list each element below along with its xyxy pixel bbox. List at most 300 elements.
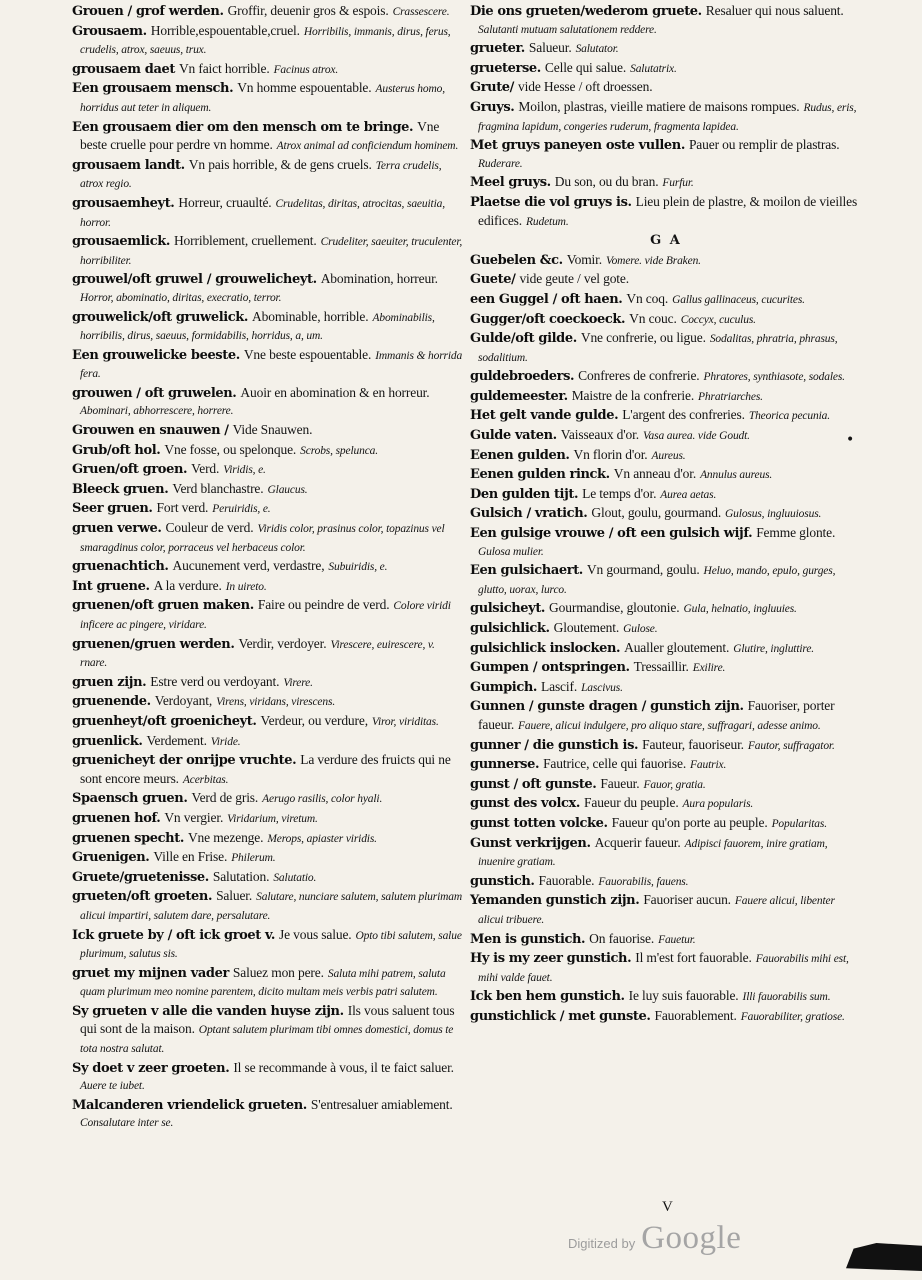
entry-headword: gruenachtich. — [72, 559, 169, 575]
entry-headword: Gruen/oft groen. — [72, 462, 188, 478]
entry-latin: Aureus. — [651, 449, 686, 462]
entry-french: Faueur du peuple. — [584, 795, 679, 811]
entry-french: Horrible,espouentable,cruel. — [150, 22, 300, 38]
entry-headword: Gruys. — [470, 99, 515, 115]
entry-french: Vomir. — [566, 251, 602, 267]
entry-french: Verdement. — [146, 732, 207, 748]
entry-headword: Gumpich. — [470, 679, 538, 695]
dictionary-entry — [72, 384, 464, 421]
entry-headword: gruet my mijnen vader — [72, 965, 229, 981]
dictionary-entry — [470, 485, 862, 505]
entry-french: Vn faict horrible. — [178, 60, 270, 76]
entry-french: Femme glonte. — [756, 525, 836, 541]
entry-headword: Met gruys paneyen oste vullen. — [470, 138, 685, 154]
entry-latin: Vomere. vide Braken. — [605, 254, 701, 267]
entry-headword: Int gruene. — [72, 578, 150, 594]
entry-french: Abomination, horreur. — [320, 271, 438, 287]
dictionary-entry — [72, 926, 464, 964]
entry-french: Saluer. — [216, 888, 253, 904]
dictionary-entry — [72, 673, 464, 693]
entry-french: Il se recommande à vous, il te faict saluer. — [233, 1059, 454, 1075]
entry-french: Vn coq. — [626, 290, 669, 306]
entry-latin: Gulosa mulier. — [478, 545, 544, 558]
entry-headword: gulsichlick inslocken. — [470, 640, 621, 656]
dictionary-entry — [72, 829, 464, 849]
entry-latin: Auere te iubet. — [80, 1080, 145, 1093]
ink-blot — [846, 1243, 922, 1271]
entry-french: Aualler gloutement. — [624, 639, 730, 655]
entry-latin: Fautor, suffragator. — [747, 739, 835, 752]
entry-french: Auoir en abomination & en horreur. — [240, 384, 430, 400]
entry-headword: Gulde vaten. — [470, 428, 557, 444]
signature-mark: V — [662, 1199, 673, 1215]
entry-headword: grueter. — [470, 41, 525, 57]
entry-french: Fautrice, celle qui fauorise. — [543, 756, 687, 772]
entry-headword: gruenen/gruen werden. — [72, 636, 235, 652]
dictionary-entry — [470, 524, 862, 561]
dictionary-entry — [72, 848, 464, 868]
entry-french: Fauorable. — [538, 872, 595, 888]
entry-latin: Aurea aetas. — [660, 488, 717, 501]
dictionary-entry — [470, 834, 862, 872]
dictionary-entry — [470, 2, 862, 39]
entry-headword: Grouwen en snauwen / — [72, 423, 229, 439]
entry-french: Glout, goulu, gourmand. — [591, 505, 722, 521]
entry-headword: Malcanderen vriendelick grueten. — [72, 1097, 307, 1113]
dictionary-entry — [72, 635, 464, 673]
dictionary-entry — [470, 310, 862, 330]
entry-french: Faueur qu'on porte au peuple. — [611, 814, 768, 830]
entry-latin: Consalutare inter se. — [80, 1117, 174, 1130]
digitized-by-watermark — [568, 1220, 741, 1257]
entry-french: Salutation. — [212, 868, 270, 884]
entry-latin: Virere. — [283, 676, 313, 689]
dictionary-entry — [470, 930, 862, 950]
entry-latin: Colore viridi inficere ac pingere, viridare. — [80, 600, 451, 631]
entry-latin: Scrobs, spelunca. — [300, 444, 378, 457]
entry-headword: gulsicheyt. — [470, 601, 546, 617]
entry-latin: Salutanti mutuam salutationem reddere. — [478, 23, 657, 36]
dictionary-entry — [470, 426, 862, 446]
entry-french: Lieu plein de plastre, & moilon de vieilles edifices. — [478, 193, 858, 228]
dictionary-entry — [72, 887, 464, 925]
entry-latin: Gula, helnatio, ingluuies. — [683, 603, 797, 616]
entry-headword: gunstich. — [470, 873, 535, 889]
dictionary-entry — [470, 446, 862, 466]
entry-latin: Horror, abominatio, diritas, execratio, terror. — [80, 291, 282, 304]
entry-french: vide Hesse / oft droessen. — [518, 79, 653, 95]
entry-latin: Viridarium, viretum. — [227, 812, 318, 825]
entry-latin: Immanis & horrida fera. — [80, 349, 463, 381]
dictionary-entry — [72, 460, 464, 480]
entry-latin: Aura popularis. — [682, 798, 754, 811]
dictionary-entry — [470, 794, 862, 814]
entry-french: Horreur, cruaulté. — [178, 194, 272, 210]
entry-french: Estre verd ou verdoyant. — [150, 673, 280, 689]
entry-french: vide geute / vel gote. — [519, 271, 629, 287]
entry-french: Ville en Frise. — [153, 849, 228, 865]
entry-latin: Salutator. — [575, 43, 619, 56]
entry-french: A la verdure. — [153, 577, 222, 593]
entry-french: On fauorise. — [589, 930, 655, 946]
dictionary-entry — [470, 987, 862, 1007]
entry-headword: Bleeck gruen. — [72, 481, 169, 497]
dictionary-entry — [72, 79, 464, 117]
entry-latin: Ruderare. — [478, 157, 523, 170]
entry-french: Vn florin d'or. — [573, 446, 648, 462]
entry-french: Vne fosse, ou spelonque. — [164, 441, 297, 457]
entry-latin: Gallus gallinaceus, cucurites. — [672, 293, 805, 306]
entry-latin: Fauorabilis, fauens. — [598, 875, 689, 888]
dictionary-entry — [470, 619, 862, 639]
entry-french: Lascif. — [541, 678, 578, 694]
entry-latin: Crassescere. — [392, 6, 450, 18]
entry-latin: Gulosus, ingluuiosus. — [725, 508, 822, 521]
entry-french: Resaluer qui nous saluent. — [705, 3, 844, 18]
entry-latin: Austerus homo, horridus aut teter in aliquem. — [80, 83, 445, 114]
dictionary-entry — [470, 872, 862, 892]
entry-headword: gulsichlick. — [470, 621, 550, 636]
entry-latin: Horribilis, immanis, dirus, ferus, crudelis, atrox, saeuus, trux. — [80, 25, 451, 57]
entry-french: Fauoriser, porter faueur. — [478, 698, 835, 732]
dictionary-entry — [470, 504, 862, 524]
entry-headword: grousaemheyt. — [72, 195, 175, 211]
dictionary-entry — [470, 697, 862, 735]
entry-latin: Fauorabilis mihi est, mihi valde fauet. — [478, 953, 849, 984]
dictionary-entry — [72, 692, 464, 712]
entry-latin: Salutare, nunciare salutem, salutem plurimam alicui impartiri, salutem dare, persalutare. — [80, 891, 463, 922]
entry-headword: gruenlick. — [72, 733, 143, 749]
section-heading: G A — [650, 233, 682, 249]
entry-french: Fauteur, fauoriseur. — [642, 736, 744, 752]
dictionary-entry — [72, 1096, 464, 1133]
dictionary-entry — [72, 809, 464, 829]
entry-headword: Grub/oft hol. — [72, 442, 161, 458]
entry-french: Abominable, horrible. — [252, 308, 369, 324]
entry-french: La verdure des fruicts qui ne sont encore meurs. — [80, 752, 451, 786]
entry-latin: Sodalitas, phratria, phrasus, sodalitium. — [478, 333, 838, 364]
entry-french: Faueur. — [600, 775, 640, 791]
entry-headword: gruenicheyt der onrijpe vruchte. — [72, 753, 297, 769]
margin-mark: • — [846, 432, 855, 448]
entry-headword: Hy is my zeer gunstich. — [470, 951, 632, 967]
dictionary-entry — [470, 136, 862, 173]
entry-latin: Crudeliter, saeuiter, truculenter, horribiliter. — [80, 236, 463, 267]
entry-french: Vn vergier. — [164, 809, 224, 825]
entry-french: Gloutement. — [553, 620, 620, 635]
right-column — [470, 2, 862, 1026]
entry-french: Salueur. — [528, 40, 572, 56]
dictionary-entry — [72, 596, 464, 634]
dictionary-entry — [72, 22, 464, 60]
dictionary-entry — [470, 599, 862, 619]
entry-latin: Coccyx, cuculus. — [680, 313, 756, 326]
dictionary-entry — [470, 251, 862, 271]
entry-french: Tressaillir. — [633, 659, 689, 675]
entry-french: L'argent des confreries. — [622, 407, 745, 423]
entry-latin: Exilire. — [692, 662, 726, 675]
entry-french: Vide Snauwen. — [232, 422, 313, 438]
dictionary-entry — [470, 270, 862, 290]
entry-latin: Fautrix. — [690, 759, 727, 772]
entry-french: Ie luy suis fauorable. — [628, 988, 739, 1004]
dictionary-entry — [470, 98, 862, 136]
dictionary-entry — [470, 755, 862, 775]
entry-headword: gunner / die gunstich is. — [470, 737, 639, 753]
entry-french: Vne beste cruelle pour perdre vn homme. — [80, 118, 440, 153]
entry-french: Verdeur, ou verdure, — [260, 712, 368, 728]
entry-french: Maistre de la confrerie. — [571, 387, 695, 403]
dictionary-entry — [72, 194, 464, 232]
google-logo: Google — [641, 1220, 742, 1256]
entry-french: Vn gourmand, goulu. — [586, 562, 700, 578]
entry-headword: Meel gruys. — [470, 175, 551, 191]
entry-french: Vaisseaux d'or. — [560, 427, 639, 443]
entry-headword: gunstichlick / met gunste. — [470, 1008, 651, 1024]
entry-headword: gruenen specht. — [72, 830, 184, 846]
entry-french: Vne beste espouentable. — [243, 346, 372, 362]
entry-french: Le temps d'or. — [582, 485, 657, 501]
entry-french: Aucunement verd, verdastre, — [172, 558, 325, 574]
entry-headword: Gumpen / ontspringen. — [470, 660, 630, 676]
entry-latin: Facinus atrox. — [273, 63, 339, 76]
entry-latin: Fauere alicui, libenter alicui tribuere. — [478, 895, 835, 926]
dictionary-entry — [72, 1059, 464, 1096]
entry-headword: Ick ben hem gunstich. — [470, 989, 625, 1005]
dictionary-entry — [72, 156, 464, 194]
dictionary-entry — [72, 712, 464, 732]
dictionary-entry — [470, 329, 862, 367]
entry-headword: Het gelt vande gulde. — [470, 408, 619, 424]
entry-headword: gunst des volcx. — [470, 796, 581, 812]
entry-headword: grousaemlick. — [72, 234, 170, 250]
entry-headword: Guete/ — [470, 272, 516, 288]
entry-latin: Atrox animal ad conficiendum hominem. — [276, 140, 459, 153]
entry-headword: Een grousaem dier om den mensch om te bringe. — [72, 119, 414, 135]
entry-headword: Men is gunstich. — [470, 931, 586, 947]
dictionary-entry — [470, 678, 862, 698]
dictionary-entry — [470, 1007, 862, 1027]
entry-french: Fort verd. — [156, 500, 209, 516]
entry-headword: Gugger/oft coeckoeck. — [470, 311, 626, 327]
entry-headword: Sy doet v zeer groeten. — [72, 1060, 230, 1076]
entry-latin: Virescere, euirescere, v. rnare. — [80, 638, 435, 670]
entry-french: Verdoyant, — [154, 693, 213, 709]
dictionary-entry — [470, 290, 862, 310]
entry-headword: grouwelick/oft gruwelick. — [72, 309, 249, 325]
entry-latin: Peruiridis, e. — [212, 503, 271, 516]
entry-latin: Optant salutem plurimam tibi omnes domestici, domus te tota nostra salutat. — [80, 1024, 454, 1056]
entry-headword: Eenen gulden. — [470, 447, 570, 463]
entry-french: Celle qui salue. — [544, 59, 627, 75]
entry-headword: een Guggel / oft haen. — [470, 291, 623, 307]
entry-latin: Philerum. — [231, 852, 276, 865]
dictionary-entry — [72, 868, 464, 888]
entry-french: Horriblement, cruellement. — [173, 233, 317, 249]
entry-headword: Gruete/gruetenisse. — [72, 869, 209, 885]
entry-french: Verd de gris. — [191, 790, 259, 806]
entry-headword: gruen zijn. — [72, 674, 147, 690]
dictionary-entry — [72, 732, 464, 752]
entry-french: Gourmandise, gloutonie. — [549, 600, 680, 616]
dictionary-entry — [72, 232, 464, 270]
dictionary-entry — [72, 557, 464, 577]
entry-headword: gruen verwe. — [72, 521, 162, 537]
dictionary-entry — [470, 78, 862, 98]
entry-french: Groffir, deuenir gros & espois. — [227, 3, 389, 18]
entry-french: Fauoriser aucun. — [643, 892, 731, 908]
dictionary-entry — [470, 173, 862, 193]
dictionary-entry — [470, 949, 862, 987]
entry-headword: Grute/ — [470, 80, 515, 96]
entry-headword: grousaem daet — [72, 61, 175, 77]
left-column — [72, 2, 464, 1133]
entry-french: Verd blanchastre. — [172, 480, 264, 496]
entry-french: Couleur de verd. — [165, 520, 254, 536]
entry-french: Acquerir faueur. — [594, 834, 681, 850]
dictionary-entry — [470, 387, 862, 407]
entry-headword: gruenen hof. — [72, 810, 161, 826]
entry-latin: In uireto. — [225, 580, 267, 593]
entry-latin: Viror, viriditas. — [371, 715, 439, 728]
dictionary-entry — [72, 421, 464, 441]
entry-headword: gunnerse. — [470, 757, 540, 773]
entry-latin: Opto tibi salutem, salue plurimum, salutus sis. — [80, 929, 462, 961]
entry-latin: Fauere, alicui indulgere, pro aliquo stare, suffragari, adesse animo. — [518, 719, 821, 732]
entry-latin: Illi fauorabilis sum. — [742, 991, 831, 1004]
entry-headword: Yemanden gunstich zijn. — [470, 893, 640, 909]
entry-headword: guldemeester. — [470, 388, 568, 404]
digitized-by-label: Digitized by — [568, 1236, 636, 1251]
entry-headword: grouwen / oft gruwelen. — [72, 385, 237, 401]
entry-headword: Een gulsichaert. — [470, 563, 583, 579]
dictionary-entry — [470, 639, 862, 659]
entry-headword: Grouen / grof werden. — [72, 4, 224, 19]
entry-french: Vn pais horrible, & de gens cruels. — [188, 156, 372, 172]
entry-headword: gruenheyt/oft groenicheyt. — [72, 713, 257, 729]
entry-latin: Crudelitas, diritas, atrocitas, saeuitia, horror. — [80, 197, 445, 229]
entry-latin: Popularitas. — [771, 817, 827, 830]
entry-headword: grueten/oft groeten. — [72, 889, 213, 905]
entry-latin: Fauetur. — [658, 933, 696, 946]
dictionary-entry — [72, 480, 464, 500]
entry-french: Ils vous saluent tous qui sont de la maison. — [80, 1002, 455, 1037]
entry-latin: Viridis, e. — [223, 464, 266, 477]
entry-latin: Fauor, gratia. — [643, 778, 706, 791]
entry-headword: grouwel/oft gruwel / grouwelicheyt. — [72, 272, 317, 288]
entry-latin: Subuiridis, e. — [328, 561, 388, 574]
entry-french: Fauorablement. — [654, 1007, 737, 1023]
entry-headword: Seer gruen. — [72, 501, 153, 517]
dictionary-entry — [470, 736, 862, 756]
entry-headword: Spaensch gruen. — [72, 791, 188, 807]
dictionary-entry — [470, 39, 862, 59]
entry-french: Saluez mon pere. — [232, 964, 324, 980]
entry-latin: Theorica pecunia. — [748, 410, 830, 423]
entry-french: Il m'est fort fauorable. — [635, 950, 752, 966]
entry-headword: gruenen/oft gruen maken. — [72, 598, 254, 614]
entry-latin: Rudetum. — [526, 215, 569, 228]
entry-french: Verd. — [191, 461, 220, 477]
entry-french: Vne mezenge. — [187, 829, 264, 845]
entry-latin: Rudus, eris, fragmina lapidum, congeries ruderum, fragmenta lapidea. — [478, 101, 857, 133]
dictionary-entry — [72, 499, 464, 519]
entry-french: Pauer ou remplir de plastras. — [688, 137, 840, 153]
dictionary-entry — [470, 59, 862, 79]
entry-headword: Gruenigen. — [72, 850, 150, 866]
entry-headword: Gulde/oft gilde. — [470, 331, 577, 347]
entry-headword: Gunst verkrijgen. — [470, 835, 591, 851]
dictionary-entry — [470, 658, 862, 678]
entry-latin: Fauorabiliter, gratiose. — [740, 1010, 845, 1023]
dictionary-entry — [72, 1002, 464, 1059]
entry-french: Du son, ou du bran. — [554, 174, 659, 190]
entry-headword: Gunnen / gunste dragen / gunstich zijn. — [470, 699, 744, 715]
dictionary-entry — [470, 775, 862, 795]
entry-latin: Phratriarches. — [698, 390, 763, 403]
entry-latin: Viridis color, prasinus color, topazinus vel smaragdinus color, porraceus vel herbaceus color. — [80, 523, 445, 554]
entry-french: Faire ou peindre de verd. — [257, 597, 390, 613]
dictionary-entry — [72, 441, 464, 461]
entry-latin: Salutatio. — [273, 871, 317, 884]
entry-latin: Terra crudelis, atrox regio. — [80, 159, 442, 191]
entry-headword: gunst / oft gunste. — [470, 776, 597, 792]
entry-headword: Guebelen &c. — [470, 252, 563, 268]
entry-french: Verdir, verdoyer. — [238, 635, 327, 651]
entry-latin: Aerugo rasilis, color hyali. — [262, 793, 383, 806]
entry-french: Vn anneau d'or. — [613, 466, 697, 482]
entry-latin: Merops, apiaster viridis. — [267, 832, 377, 845]
entry-headword: Een gulsige vrouwe / oft een gulsich wijf. — [470, 526, 753, 542]
entry-headword: grousaem landt. — [72, 157, 185, 173]
dictionary-entry — [72, 346, 464, 384]
dictionary-entry — [72, 60, 464, 80]
entry-latin: Phratores, synthiasote, sodales. — [703, 371, 845, 384]
entry-latin: Lascivus. — [581, 681, 623, 694]
entry-latin: Glaucus. — [267, 483, 308, 496]
entry-latin: Salutatrix. — [630, 62, 677, 75]
entry-headword: grueterse. — [470, 60, 541, 76]
dictionary-entry — [72, 270, 464, 307]
entry-latin: Glutire, ingluttire. — [733, 642, 815, 655]
entry-headword: gruenende. — [72, 694, 151, 710]
dictionary-entry — [72, 577, 464, 597]
dictionary-entry — [72, 118, 464, 156]
entry-latin: Viride. — [210, 735, 241, 748]
entry-headword: Sy grueten v alle die vanden huyse zijn. — [72, 1003, 344, 1019]
entry-latin: Adipisci fauorem, inire gratiam, inuenire gratiam. — [478, 837, 828, 869]
entry-headword: Een grousaem mensch. — [72, 81, 234, 97]
dictionary-entry — [470, 367, 862, 387]
dictionary-entry — [470, 193, 862, 231]
entry-latin: Abominabilis, horribilis, dirus, saeuus, formidabilis, horridus, a, um. — [80, 311, 435, 343]
entry-latin: Annulus aureus. — [700, 469, 773, 482]
dictionary-entry — [72, 964, 464, 1002]
dictionary-entry — [72, 2, 464, 22]
entry-latin: Abominari, abhorrescere, horrere. — [80, 405, 234, 418]
dictionary-entry — [470, 465, 862, 485]
entry-french: Vne confrerie, ou ligue. — [580, 330, 706, 346]
dictionary-entry — [470, 891, 862, 929]
entry-french: S'entresaluer amiablement. — [310, 1096, 453, 1112]
entry-french: Vn homme espouentable. — [237, 80, 372, 96]
entry-headword: Gulsich / vratich. — [470, 506, 588, 522]
dictionary-entry — [72, 751, 464, 789]
entry-french: Vn couc. — [629, 310, 677, 326]
dictionary-entry — [72, 519, 464, 557]
entry-latin: Virens, viridans, virescens. — [216, 696, 336, 709]
entry-headword: Een grouwelicke beeste. — [72, 347, 240, 363]
